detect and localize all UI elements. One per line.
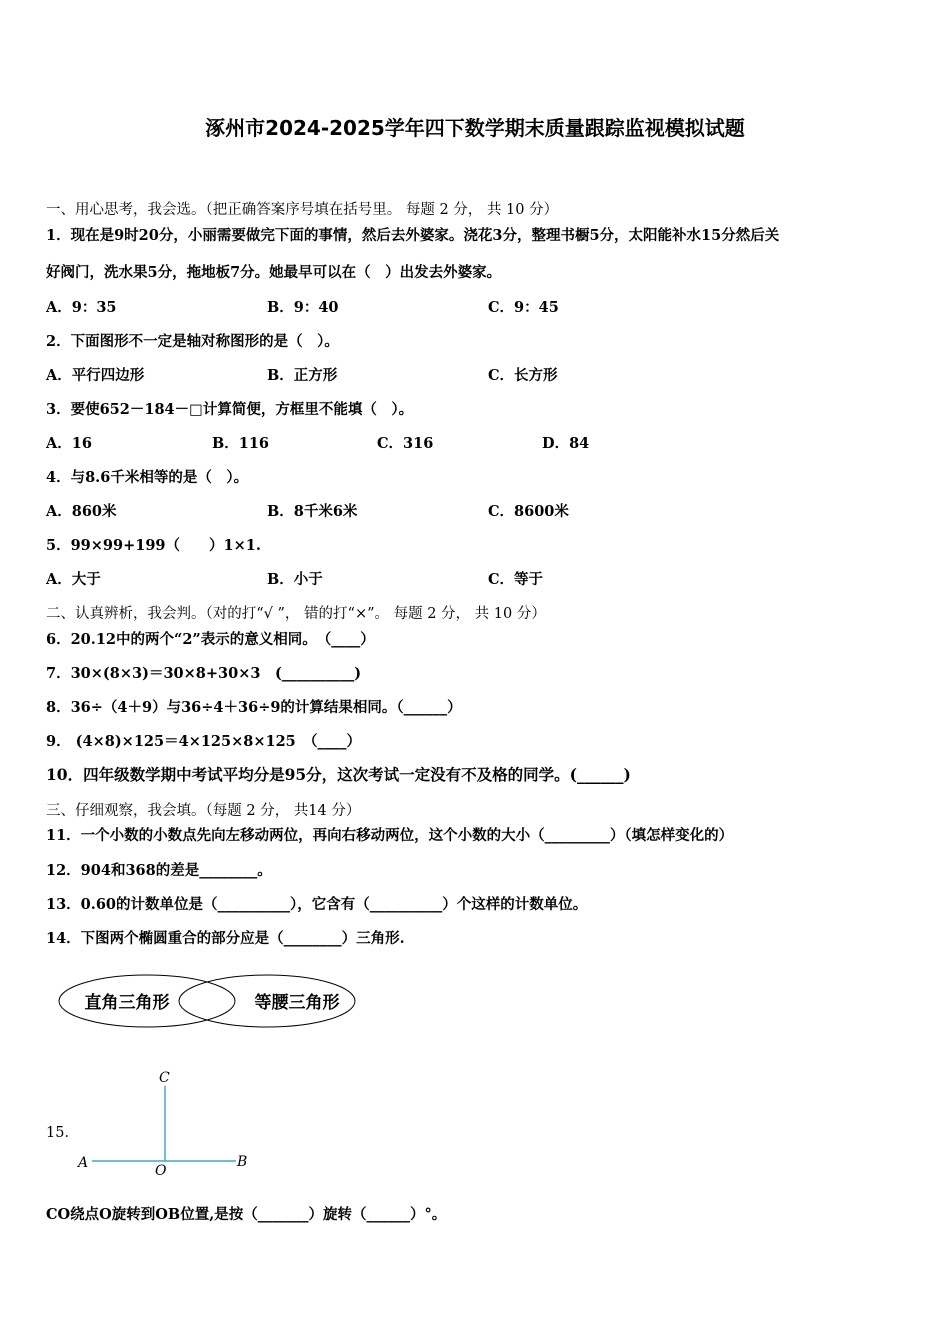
venn-ellipses-diagram bbox=[55, 970, 365, 1034]
q4-stem: 4．与8.6千米相等的是（ ）。 bbox=[46, 469, 249, 486]
q1-line1: 1．现在是9时20分，小丽需要做完下面的事情，然后去外婆家。浇花3分，整理书橱5分，太阳能补水15分然后关 bbox=[46, 227, 780, 244]
q4-option-c: C．8600米 bbox=[488, 503, 569, 520]
q9: 9． (4×8)×125＝4×125×8×125 （____） bbox=[46, 733, 362, 750]
venn-right-label: 等腰三角形 bbox=[254, 993, 340, 1013]
q3-option-c: C．316 bbox=[377, 435, 434, 452]
q14-stem: 14．下图两个椭圆重合的部分应是（________）三角形. bbox=[46, 930, 405, 947]
q1-line2: 好阀门，洗水果5分，拖地板7分。她最早可以在（ ）出发去外婆家。 bbox=[46, 264, 502, 281]
q3-option-d: D．84 bbox=[542, 435, 590, 452]
q3-option-a: A．16 bbox=[46, 435, 92, 452]
q2-stem: 2．下面图形不一定是轴对称图形的是（ ）。 bbox=[46, 333, 339, 350]
q5-option-c: C．等于 bbox=[488, 571, 544, 588]
q5-stem: 5．99×99+199（ ）1×1. bbox=[46, 537, 261, 554]
q5-option-b: B．小于 bbox=[267, 571, 323, 588]
q4-option-a: A．860米 bbox=[46, 503, 117, 520]
section-3-heading: 三、仔细观察，我会填。（每题 2 分， 共14 分） bbox=[46, 803, 361, 819]
q10: 10．四年级数学期中考试平均分是95分，这次考试一定没有不及格的同学。(______) bbox=[46, 765, 631, 784]
point-c-label: C bbox=[159, 1070, 170, 1086]
q1-option-a: A．9：35 bbox=[46, 299, 117, 316]
q7: 7．30×(8×3)＝30×8+30×3 (__________) bbox=[46, 665, 362, 682]
q15-number: 15． bbox=[46, 1125, 79, 1141]
venn-left-label: 直角三角形 bbox=[84, 993, 170, 1013]
q6: 6．20.12中的两个“2”表示的意义相同。 （____） bbox=[46, 631, 375, 648]
q5-option-a: A．大于 bbox=[46, 571, 101, 588]
q4-option-b: B．8千米6米 bbox=[267, 503, 358, 520]
page-title: 涿州市2024-2025学年四下数学期末质量跟踪监视模拟试题 bbox=[205, 116, 745, 140]
q13: 13．0.60的计数单位是（__________），它含有（__________）个这样的计数单位。 bbox=[46, 896, 588, 913]
q8: 8．36÷（4＋9）与36÷4＋36÷9的计算结果相同。（______） bbox=[46, 699, 462, 716]
point-a-label: A bbox=[78, 1155, 89, 1171]
angle-diagram bbox=[70, 1064, 270, 1180]
q1-option-c: C．9：45 bbox=[488, 299, 559, 316]
q15-text: CO绕点O旋转到OB位置,是按（_______）旋转（______）°。 bbox=[46, 1206, 447, 1223]
section-2-heading: 二、认真辨析，我会判。（对的打“√ ”， 错的打“×”。 每题 2 分， 共 10 分） bbox=[46, 606, 546, 622]
q3-option-b: B．116 bbox=[212, 435, 270, 452]
q2-option-a: A．平行四边形 bbox=[46, 367, 145, 384]
section-1-heading: 一、用心思考，我会选。（把正确答案序号填在括号里。 每题 2 分， 共 10 分） bbox=[46, 202, 559, 218]
point-b-label: B bbox=[237, 1154, 248, 1170]
q1-option-b: B．9：40 bbox=[267, 299, 339, 316]
q2-option-c: C．长方形 bbox=[488, 367, 558, 384]
point-o-label: O bbox=[155, 1163, 167, 1179]
q11: 11．一个小数的小数点先向左移动两位，再向右移动两位，这个小数的大小（_________）（填怎样变化的） bbox=[46, 827, 734, 844]
q12: 12．904和368的差是________。 bbox=[46, 862, 272, 879]
q3-stem: 3．要使652－184－□计算简便，方框里不能填（ ）。 bbox=[46, 401, 414, 418]
q2-option-b: B．正方形 bbox=[267, 367, 338, 384]
